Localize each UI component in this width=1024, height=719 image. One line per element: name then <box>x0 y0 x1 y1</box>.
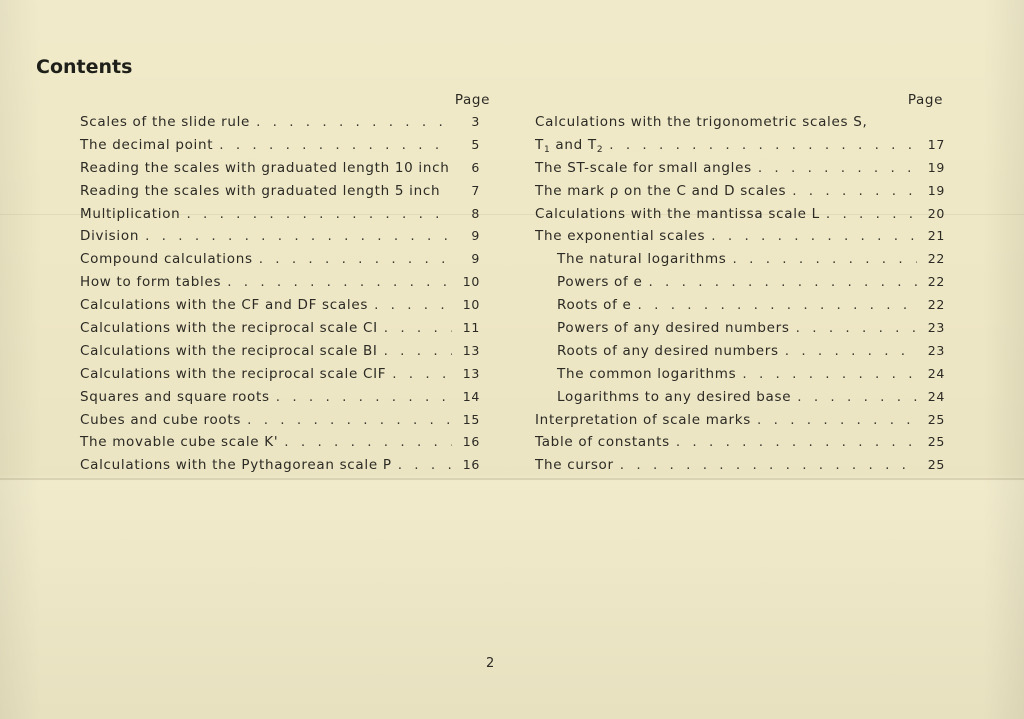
toc-entry <box>80 366 480 389</box>
dot-leader <box>711 228 917 244</box>
toc-entry-page: 25 <box>927 457 945 473</box>
toc-entry-label: The ST-scale for small angles <box>535 159 752 176</box>
toc-entry-page: 25 <box>927 411 945 427</box>
dot-leader <box>648 274 917 290</box>
toc-entry-label: Calculations with the reciprocal scale CIF <box>80 365 387 382</box>
toc-entry <box>535 343 945 366</box>
toc-entry-page: 23 <box>927 342 945 358</box>
dot-leader <box>620 457 917 473</box>
toc-entry-page: 5 <box>471 136 480 152</box>
toc-entry <box>535 457 945 480</box>
toc-entry <box>80 389 480 412</box>
dot-leader <box>609 137 917 153</box>
toc-entry-label: Division <box>80 228 140 245</box>
toc-entry <box>535 274 945 297</box>
dot-leader <box>256 114 452 130</box>
toc-entry <box>535 412 945 435</box>
toc-entry-label: Reading the scales with graduated length 10 inch <box>80 159 450 176</box>
dot-leader <box>219 137 452 153</box>
toc-entry-label: The natural logarithms <box>557 251 727 268</box>
toc-entry-page: 17 <box>927 136 945 152</box>
toc-entry <box>535 114 945 137</box>
dot-leader <box>284 434 452 450</box>
toc-entry-page: 10 <box>462 274 480 290</box>
toc-entry-label: Logarithms to any desired base <box>557 388 792 405</box>
toc-entry-page: 20 <box>927 205 945 221</box>
toc-entry-page: 19 <box>927 182 945 198</box>
toc-entry <box>535 320 945 343</box>
toc-entry-page: 16 <box>462 434 480 450</box>
toc-entry-label: Calculations with the Pythagorean scale P <box>80 457 392 474</box>
toc-entry-page: 13 <box>462 365 480 381</box>
toc-entry <box>535 389 945 412</box>
toc-entry <box>535 228 945 251</box>
toc-entry <box>80 434 480 457</box>
toc-entry-label: The movable cube scale K' <box>80 434 279 451</box>
toc-entry <box>80 274 480 297</box>
toc-entry-page: 9 <box>471 228 480 244</box>
toc-entry-label: Calculations with the trigonometric scales S, <box>535 114 868 130</box>
toc-entry <box>80 412 480 435</box>
toc-list-right <box>535 114 945 480</box>
toc-entry-page: 9 <box>471 251 480 267</box>
dot-leader <box>826 206 917 222</box>
toc-list-left <box>80 114 480 480</box>
dot-leader <box>186 206 452 222</box>
toc-entry-page: 3 <box>471 114 480 129</box>
toc-entry-page: 10 <box>462 297 480 313</box>
page-column-header: Page <box>454 92 490 108</box>
toc-entry <box>80 251 480 274</box>
toc-entry <box>80 183 480 206</box>
toc-entry-page: 23 <box>927 320 945 336</box>
dot-leader <box>384 320 452 336</box>
toc-entry-label: $T_1$ and $T_2$ <box>535 136 604 155</box>
toc-entry-page: 8 <box>471 205 480 221</box>
dot-leader <box>797 389 917 405</box>
toc-entry-label: The exponential scales <box>535 228 706 245</box>
toc-entry <box>535 183 945 206</box>
toc-entry <box>80 343 480 366</box>
toc-entry <box>80 297 480 320</box>
dot-leader <box>247 412 452 428</box>
dot-leader <box>733 251 917 267</box>
dot-leader <box>259 251 452 267</box>
toc-entry-label: Calculations with the mantissa scale L <box>535 205 820 222</box>
toc-entry-label: Reading the scales with graduated length 5 inch <box>80 182 441 199</box>
toc-entry-page: 15 <box>462 411 480 427</box>
toc-entry-page: 25 <box>927 434 945 450</box>
toc-entry-page: 6 <box>471 159 480 175</box>
toc-entry-label: Table of constants <box>535 434 670 451</box>
toc-entry-page: 21 <box>927 228 945 244</box>
dot-leader <box>227 274 452 290</box>
toc-entry <box>80 320 480 343</box>
dot-leader <box>742 366 917 382</box>
toc-entry-label: Calculations with the reciprocal scale CI <box>80 320 378 337</box>
dot-leader <box>384 343 452 359</box>
toc-entry-label: The common logarithms <box>557 365 737 382</box>
toc-entry-page: 11 <box>462 320 480 336</box>
toc-entry-page: 14 <box>462 388 480 404</box>
toc-entry-label: Roots of any desired numbers <box>557 342 779 359</box>
dot-leader <box>796 320 917 336</box>
toc-entry-label: Squares and square roots <box>80 388 270 405</box>
toc-entry-label: How to form tables <box>80 274 222 291</box>
dot-leader <box>398 457 452 473</box>
toc-entry-page: 24 <box>927 388 945 404</box>
toc-entry <box>535 251 945 274</box>
toc-entry <box>535 434 945 457</box>
toc-entry-label: Powers of e <box>557 274 643 291</box>
toc-entry-page: 24 <box>927 365 945 381</box>
toc-entry-label: The decimal point <box>80 136 214 153</box>
toc-entry <box>535 366 945 389</box>
toc-entry <box>80 160 480 183</box>
toc-entry-label: Powers of any desired numbers <box>557 320 790 337</box>
toc-right-column <box>535 92 945 480</box>
toc-entry-label: Calculations with the CF and DF scales <box>80 297 369 314</box>
page-number: 2 <box>486 656 495 671</box>
toc-entry-label: Roots of e <box>557 297 632 314</box>
dot-leader <box>374 297 452 313</box>
toc-entry <box>80 206 480 229</box>
toc-entry <box>80 114 480 137</box>
toc-entry <box>535 137 945 160</box>
toc-entry-page: 19 <box>927 159 945 175</box>
dot-leader <box>785 343 917 359</box>
toc-entry-label: Interpretation of scale marks <box>535 411 752 428</box>
toc-entry-label: Multiplication <box>80 205 181 222</box>
toc-entry-page: 13 <box>462 342 480 358</box>
dot-leader <box>758 160 917 176</box>
page-column-header: Page <box>907 92 943 108</box>
toc-entry-page: 22 <box>927 251 945 267</box>
page-title: Contents <box>36 56 133 78</box>
toc-entry <box>535 206 945 229</box>
toc-entry-label: The mark ρ on the C and D scales <box>535 182 787 199</box>
toc-entry <box>535 160 945 183</box>
toc-left-column <box>80 92 490 480</box>
toc-entry-page: 22 <box>927 297 945 313</box>
toc-entry <box>535 297 945 320</box>
toc-entry <box>80 228 480 251</box>
dot-leader <box>638 297 917 313</box>
dot-leader <box>276 389 452 405</box>
toc-entry-label: Calculations with the reciprocal scale BI <box>80 342 378 359</box>
toc-entry-page: 7 <box>471 182 480 198</box>
toc-entry-page: 22 <box>927 274 945 290</box>
toc-entry-label: Cubes and cube roots <box>80 411 242 428</box>
toc-entry-label: The cursor <box>535 457 614 474</box>
toc-entry <box>80 137 480 160</box>
toc-entry-label: Scales of the slide rule <box>80 114 251 130</box>
dot-leader <box>757 412 917 428</box>
dot-leader <box>145 228 452 244</box>
toc-entry-page: 16 <box>462 457 480 473</box>
dot-leader <box>392 366 452 382</box>
toc-entry <box>80 457 480 480</box>
dot-leader <box>792 183 917 199</box>
toc-entry-label: Compound calculations <box>80 251 253 268</box>
dot-leader <box>676 434 917 450</box>
